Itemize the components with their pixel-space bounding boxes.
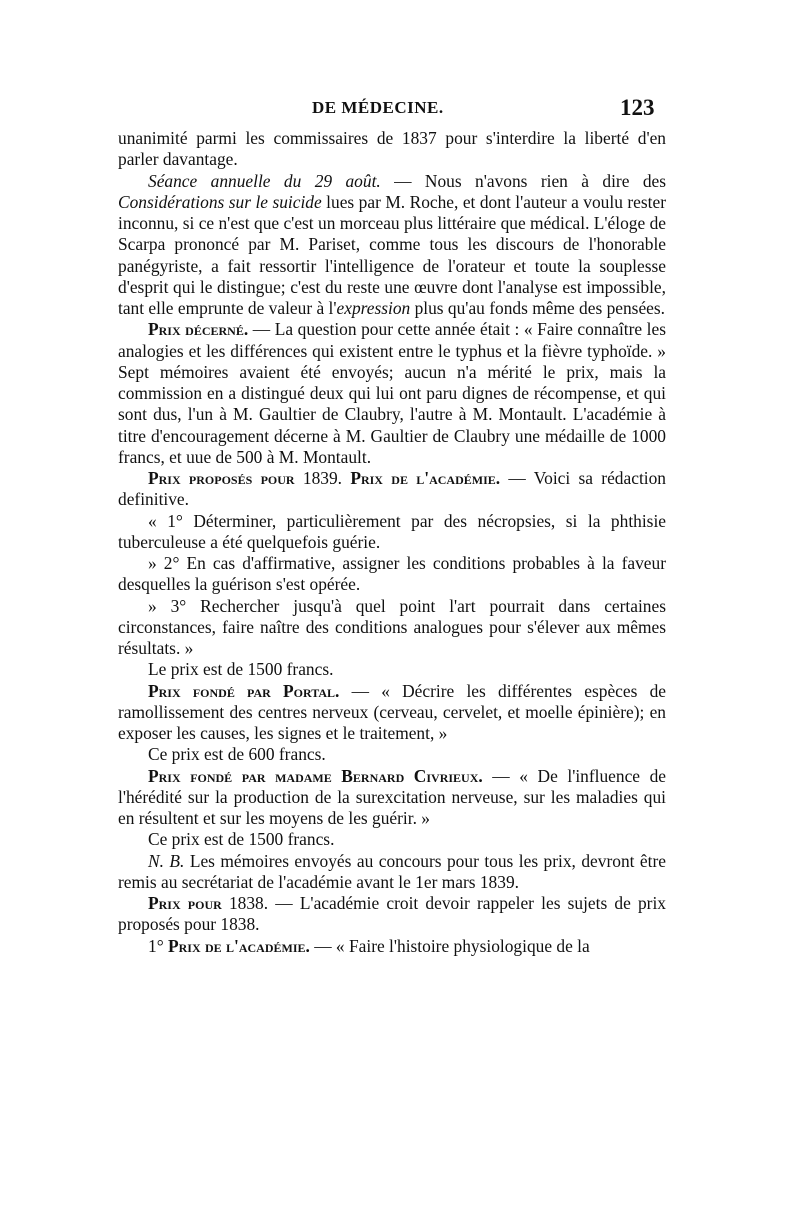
italic-text: N. B.	[148, 850, 185, 871]
text-run: lues par M. Roche, et dont l'auteur a voulu rester inconnu, si ce n'est que c'est un morceau plus littéraire que médical. L'éloge de Scarpa prononcé par M. Pariset, comme tous les discours de l'honorable panégyriste, a fait ressortir l'intelligence de l'orateur et toute la souplesse d'esprit qui le distingue; c'est du reste une œuvre dont l'analyse est impossible, tant elle emprunte de valeur à l'	[118, 191, 666, 318]
small-caps-heading: Prix fondé par madame Bernard Civrieux.	[148, 765, 483, 786]
text-run: — Nous n'avons rien à dire des	[380, 170, 666, 191]
text-run: « 1° Déterminer, particulièrement par des nécropsies, si la phthisie tuberculeuse a été quelquefois guérie.	[118, 510, 666, 552]
paragraph	[118, 681, 666, 745]
paragraph	[118, 128, 666, 171]
text-run: 1°	[148, 935, 168, 956]
text-run: unanimité parmi les commissaires de 1837 pour s'interdire la liberté d'en parler davantage.	[118, 128, 666, 170]
small-caps-heading: Prix pour	[148, 893, 222, 913]
text-run: » 2° En cas d'affirmative, assigner les conditions probables à la faveur desquelles la guérison s'est opérée.	[118, 553, 666, 595]
italic-text: Considérations sur le suicide	[118, 191, 322, 212]
text-run: — La question pour cette année était : « Faire connaître les analogies et les différences qui existent entre le typhus et la fièvre typhoïde. » Sept mémoires avaient été envoyés; aucun n'a mérité le prix, mais la commission en a distingué deux qui lui ont paru dignes de récompense, et qui sont dus, l'un à M. Gaultier de Claubry, l'autre à M. Montault. L'académie à titre d'encouragement décerne à M. Gaultier de Claubry une médaille de 1000 francs, et uue de 500 à M. Montault.	[118, 319, 667, 467]
small-caps-heading: Prix décerné.	[148, 319, 249, 340]
text-run: Ce prix est de 600 francs.	[148, 744, 326, 765]
text-run: plus qu'au fonds même des pensées.	[410, 298, 665, 318]
paragraph	[118, 936, 666, 957]
paragraph	[118, 468, 666, 511]
paragraph	[118, 511, 666, 554]
running-title: DE MÉDECINE.	[312, 98, 444, 117]
small-caps-heading: Prix de l'académie.	[350, 468, 501, 488]
text-run: — « Décrire les différentes espèces de ramollissement des centres nerveux (cerveau, cervelet, et moelle épinière); en exposer les causes, les signes et le traitement, »	[118, 680, 666, 743]
text-run: Ce prix est de 1500 francs.	[148, 829, 335, 850]
paragraph	[118, 829, 666, 850]
paragraph	[118, 553, 666, 596]
text-run: 1839.	[294, 468, 351, 488]
text-run: Les mémoires envoyés au concours pour tous les prix, devront être remis au secrétariat de l'académie avant le 1er mars 1839.	[118, 850, 666, 892]
small-caps-heading: Prix fondé par Portal.	[148, 680, 340, 701]
text-run: » 3° Rechercher jusqu'à quel point l'art pourrait dans certaines circonstances, faire naître des conditions analogues pour s'élever aux mêmes résultats. »	[118, 595, 666, 658]
running-head	[0, 95, 800, 128]
paragraph	[118, 893, 666, 936]
text-run: — Voici sa rédaction definitive.	[118, 468, 666, 510]
small-caps-heading: Prix de l'académie.	[168, 935, 310, 956]
paragraph	[118, 171, 666, 320]
italic-text: expression	[336, 298, 411, 318]
text-run: 1838. — L'académie croit devoir rappeler les sujets de prix proposés pour 1838.	[118, 893, 666, 935]
small-caps-heading: Prix proposés pour	[148, 468, 295, 488]
text-run: Le prix est de 1500 francs.	[148, 659, 334, 680]
paragraph	[118, 766, 666, 830]
body-text	[118, 128, 666, 957]
paragraph	[118, 319, 666, 468]
text-run: — « De l'influence de l'hérédité sur la production de la surexcitation nerveuse, sur les maladies qui en résultent et sur les moyens de les guérir. »	[118, 765, 666, 828]
paragraph	[118, 744, 666, 765]
text-run: — « Faire l'histoire physiologique de la	[309, 935, 590, 956]
paragraph	[118, 659, 666, 680]
paragraph	[118, 851, 666, 894]
italic-text: Séance annuelle du 29 août.	[148, 170, 381, 191]
paragraph	[118, 596, 666, 660]
page-number: 123	[620, 95, 655, 120]
